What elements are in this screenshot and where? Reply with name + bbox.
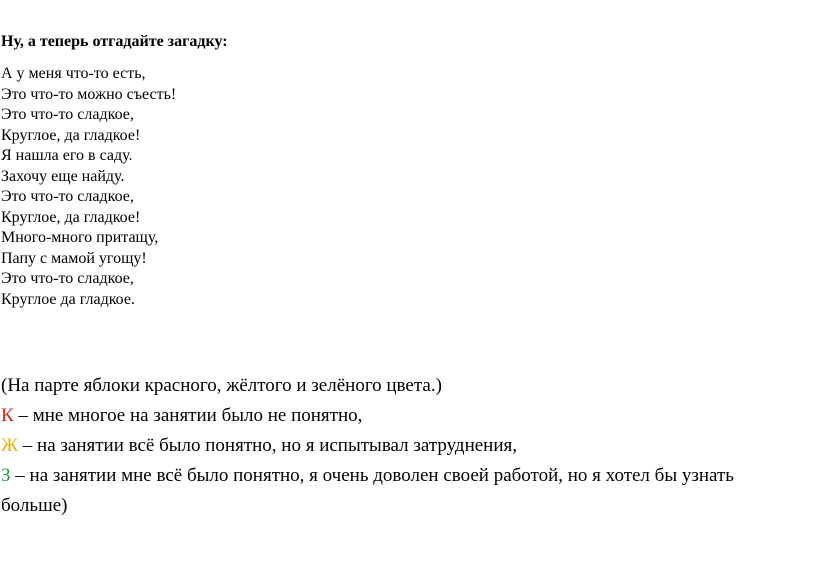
poem-line: Это что-то сладкое,	[1, 270, 134, 287]
poem-line: Круглое, да гладкое!	[1, 126, 141, 144]
legend-item-red	[1, 401, 801, 431]
riddle-heading: Ну, а теперь отгадайте загадку:	[1, 33, 228, 50]
poem-line: Папу с мамой угощу!	[1, 249, 147, 267]
legend-text-yellow: – на занятии всё было понятно, но я испытывал затруднения,	[18, 435, 517, 456]
legend-letter-red: К	[1, 405, 14, 426]
legend-item-green	[1, 461, 801, 521]
poem-line: Это что-то сладкое,	[1, 188, 134, 205]
legend-intro: (На парте яблоки красного, жёлтого и зелёного цвета.)	[1, 375, 442, 396]
legend-text-red: – мне многое на занятии было не понятно,	[13, 405, 363, 426]
poem-line: Круглое, да гладкое!	[1, 208, 141, 226]
legend-letter-green: З	[1, 465, 11, 486]
legend-text-green: – на занятии мне всё было понятно, я очень доволен своей работой, но я хотел бы узнать больше)	[1, 465, 734, 516]
poem-line: Много-много притащу,	[1, 229, 159, 246]
poem-line: Это что-то можно съесть!	[1, 85, 177, 103]
legend-item-yellow	[1, 431, 801, 461]
legend-letter-yellow: Ж	[1, 435, 19, 456]
poem-line: А у меня что-то есть,	[1, 65, 146, 82]
riddle-poem	[1, 64, 176, 310]
apple-color-legend	[1, 371, 801, 521]
poem-line: Я нашла его в саду.	[1, 147, 133, 164]
poem-line: Круглое да гладкое.	[1, 290, 135, 308]
poem-line: Это что-то сладкое,	[1, 106, 134, 123]
poem-line: Захочу еще найду.	[1, 167, 125, 185]
